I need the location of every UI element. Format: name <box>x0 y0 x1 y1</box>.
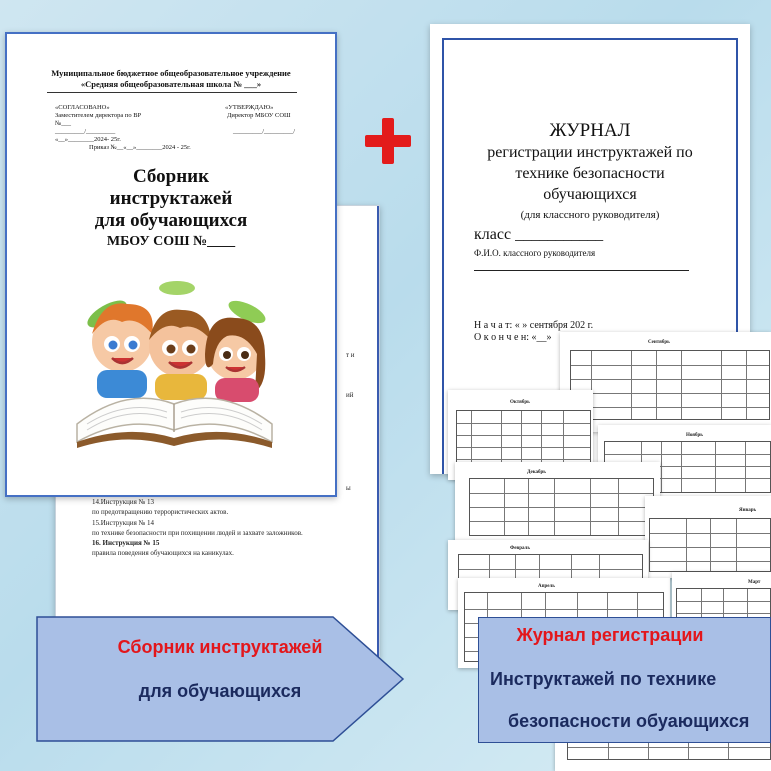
agreed-signature: _________/_________ <box>55 128 116 135</box>
agreed-role: Заместителем директора по ВР <box>55 112 142 119</box>
list-item: 14.Инструкция № 13 <box>92 498 155 506</box>
order-line: Приказ №__«__»________2024 - 25г. <box>89 144 191 151</box>
schedule-table <box>649 518 771 572</box>
journal-note: (для классного руководителя) <box>520 209 660 221</box>
cover-title-line3: для обучающихся <box>94 210 248 231</box>
label-title: Журнал регистрации <box>516 625 704 645</box>
schedule-sheet-september: Сентябрь <box>560 332 771 432</box>
list-item: правила поведения обучающихся на каникулах. <box>92 549 234 557</box>
collection-label-arrow <box>35 615 405 743</box>
label-line2: Инструктажей по технике <box>490 669 717 689</box>
schedule-table <box>469 478 654 536</box>
end-date: О к о н ч е н: «__» <box>474 332 552 343</box>
list-item: 16. Инструкция № 15 <box>92 539 160 547</box>
plus-icon <box>365 118 411 164</box>
label-title: Сборник инструктажей <box>117 637 323 657</box>
text-fragment: ий <box>346 391 354 399</box>
cover-title-line1: Сборник <box>132 166 210 187</box>
journal-title: ЖУРНАЛ <box>549 120 631 141</box>
schedule-sheet-october: Октябрь <box>448 390 593 480</box>
school-name: «Средняя общеобразовательная школа № ___» <box>80 79 262 89</box>
list-item: 15.Инструкция № 14 <box>92 519 155 527</box>
approved-stamp: «УТВЕРЖДАЮ» <box>225 104 274 111</box>
journal-subtitle-line1: регистрации инструктажей по <box>487 144 693 161</box>
schedule-table <box>570 350 770 420</box>
schedule-sheet-november: Ноябрь <box>598 425 771 500</box>
divider <box>47 92 297 93</box>
agreed-date: «__»________2024- 25г. <box>55 136 121 143</box>
agreed-number: №___ <box>55 120 71 127</box>
text-fragment: т и <box>346 351 355 359</box>
label-subtitle: для обучающихся <box>138 681 302 701</box>
page-edge <box>377 206 379 659</box>
collection-cover-page <box>5 32 337 497</box>
teacher-field: Ф.И.О. классного руководителя <box>474 248 596 258</box>
class-field: класс ___________ <box>474 226 604 243</box>
children-reading-illustration <box>67 274 282 454</box>
cover-school-number: МБОУ СОШ №____ <box>106 234 236 249</box>
schedule-sheet-february: Февраль <box>448 540 648 610</box>
agreed-stamp: «СОГЛАСОВАНО» <box>55 104 110 111</box>
text-fragment: ы <box>346 484 351 492</box>
arrow-shape <box>35 615 405 743</box>
list-item: по технике безопасности при похищении людей и захвате заложников. <box>92 529 303 537</box>
list-item: по предотвращению террористических актов. <box>92 508 229 516</box>
label-line3: безопасности обуающихся <box>508 711 750 731</box>
schedule-sheet-january: Январь <box>645 496 771 578</box>
cover-title-line2: инструктажей <box>109 188 233 209</box>
journal-subtitle-line2: технике безопасности <box>515 165 665 182</box>
schedule-sheet-april: Апрель <box>458 578 670 668</box>
org-name: Муниципальное бюджетное общеобразовательное учреждение <box>51 68 291 78</box>
journal-label-box <box>478 617 771 743</box>
journal-subtitle-line3: обучающихся <box>543 186 637 203</box>
schedule-sheet-december: Декабрь <box>455 462 660 542</box>
schedule-sheet-march: Март <box>672 572 771 642</box>
approved-role: Директор МБОУ СОШ <box>227 112 291 119</box>
signature-line <box>474 270 689 271</box>
start-date: Н а ч а т: « » сентября 202 г. <box>474 320 594 331</box>
approved-signature: _________/_________/ <box>233 128 296 135</box>
